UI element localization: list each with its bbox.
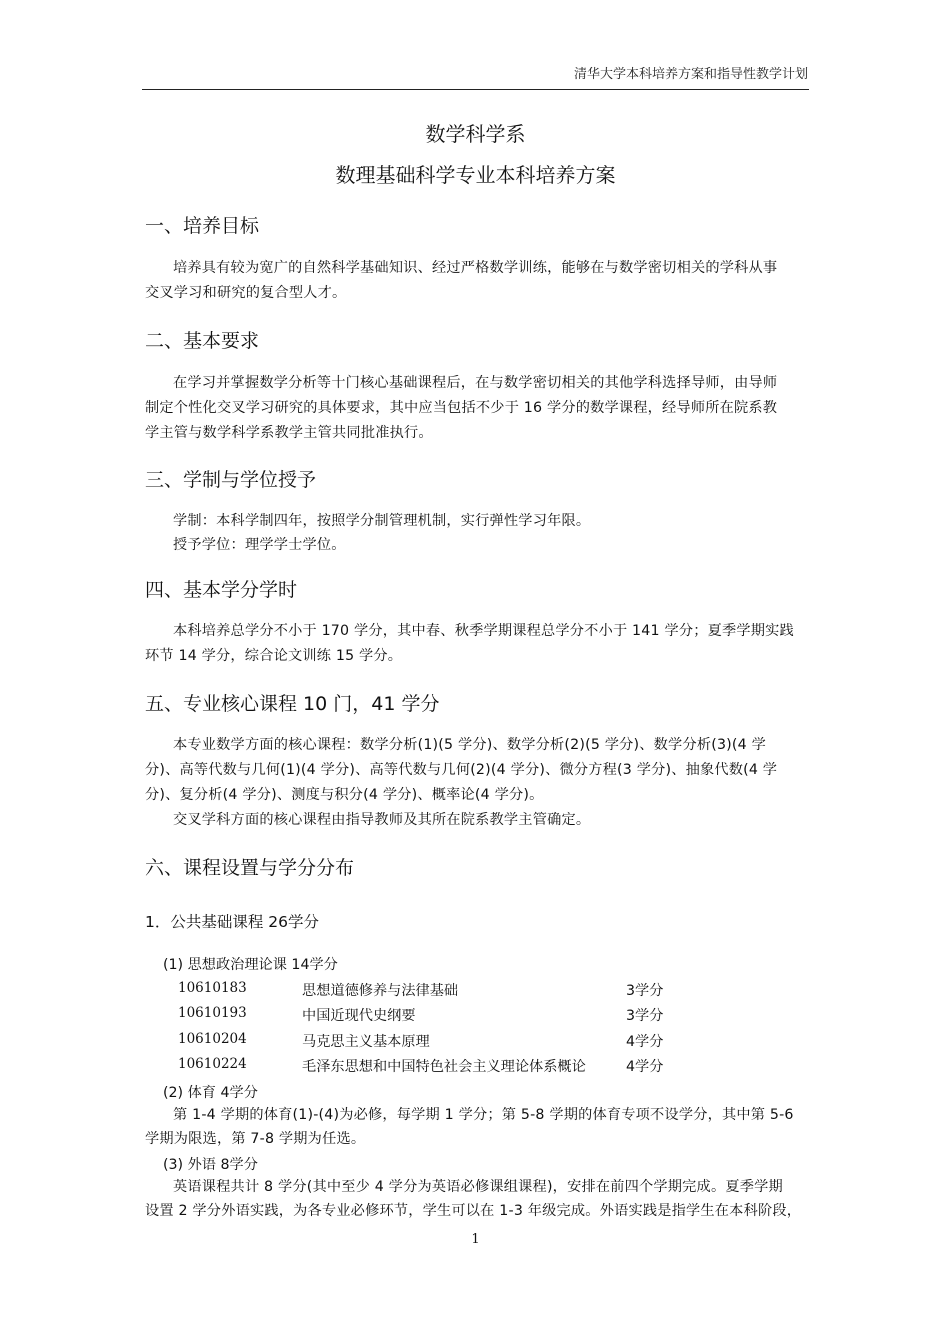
course-code: 10610204 [178,1031,247,1047]
paragraph-line: 交叉学科方面的核心课程由指导教师及其所在院系教学主管确定。 [173,812,591,828]
course-code: 10610193 [178,1005,247,1021]
paragraph-line: 设置 2 学分外语实践，为各专业必修环节，学生可以在 1-3 年级完成。外语实践是指学生在本科阶段， [145,1203,802,1219]
paragraph-line: 学制：本科学制四年，按照学分制管理机制，实行弹性学习年限。 [173,513,591,529]
course-name: 中国近现代史纲要 [302,1008,416,1024]
course-credit: 3学分 [626,983,664,999]
paragraph-line: 交叉学习和研究的复合型人才。 [145,285,347,301]
subsection-heading-politics: (1) 思想政治理论课 14学分 [163,957,338,973]
subsection-heading-public-courses: 1．公共基础课程 26学分 [145,913,320,931]
paragraph-line: 英语课程共计 8 学分(其中至少 4 学分为英语必修课组课程)，安排在前四个学期完成。夏季学期 [173,1179,783,1195]
page-number: 1 [471,1232,480,1247]
section-heading-duration-degree: 三、学制与学位授予 [145,469,317,491]
section-heading-curriculum: 六、课程设置与学分分布 [145,857,355,879]
paragraph-line: 制定个性化交叉学习研究的具体要求，其中应当包括不少于 16 学分的数学课程，经导师所在院系教 [145,400,778,416]
course-name: 思想道德修养与法律基础 [302,983,459,999]
course-credit: 4学分 [626,1059,664,1075]
paragraph-line: 第 1-4 学期的体育(1)-(4)为必修，每学期 1 学分；第 5-8 学期的体育专项不设学分，其中第 5-6 [173,1107,794,1123]
running-header: 清华大学本科培养方案和指导性教学计划 [573,67,808,82]
course-credit: 3学分 [626,1008,664,1024]
subsection-heading-pe: (2) 体育 4学分 [163,1085,258,1101]
course-code: 10610224 [178,1056,247,1072]
paragraph-line: 授予学位：理学学士学位。 [173,537,346,553]
paragraph-line: 分)、复分析(4 学分)、测度与积分(4 学分)、概率论(4 学分)。 [145,787,544,803]
paragraph-line: 本专业数学方面的核心课程：数学分析(1)(5 学分)、数学分析(2)(5 学分)、数学分析(3)(4 学 [173,737,766,753]
program-title: 数理基础科学专业本科培养方案 [335,163,616,187]
paragraph-line: 在学习并掌握数学分析等十门核心基础课程后，在与数学密切相关的其他学科选择导师，由导师 [173,375,778,391]
section-heading-credits: 四、基本学分学时 [145,579,298,601]
paragraph-line: 培养具有较为宽广的自然科学基础知识、经过严格数学训练，能够在与数学密切相关的学科从事 [173,260,778,276]
subsection-heading-language: (3) 外语 8学分 [163,1157,258,1173]
course-code: 10610183 [178,980,247,996]
paragraph-line: 环节 14 学分，综合论文训练 15 学分。 [145,648,403,664]
paragraph-line: 分)、高等代数与几何(1)(4 学分)、高等代数与几何(2)(4 学分)、微分方程(3 学分)、抽象代数(4 学 [145,762,778,778]
course-credit: 4学分 [626,1034,664,1050]
course-name: 毛泽东思想和中国特色社会主义理论体系概论 [302,1059,586,1075]
paragraph-line: 本科培养总学分不小于 170 学分，其中春、秋季学期课程总学分不小于 141 学分；夏季学期实践 [173,623,794,639]
paragraph-line: 学期为限选，第 7-8 学期为任选。 [145,1131,366,1147]
course-name: 马克思主义基本原理 [302,1034,430,1050]
header-divider [142,89,809,90]
section-heading-core-courses: 五、专业核心课程 10 门，41 学分 [145,693,440,715]
section-heading-requirements: 二、基本要求 [145,330,260,352]
paragraph-line: 学主管与数学科学系教学主管共同批准执行。 [145,425,433,441]
section-heading-objectives: 一、培养目标 [145,215,260,237]
department-title: 数学科学系 [425,122,526,146]
